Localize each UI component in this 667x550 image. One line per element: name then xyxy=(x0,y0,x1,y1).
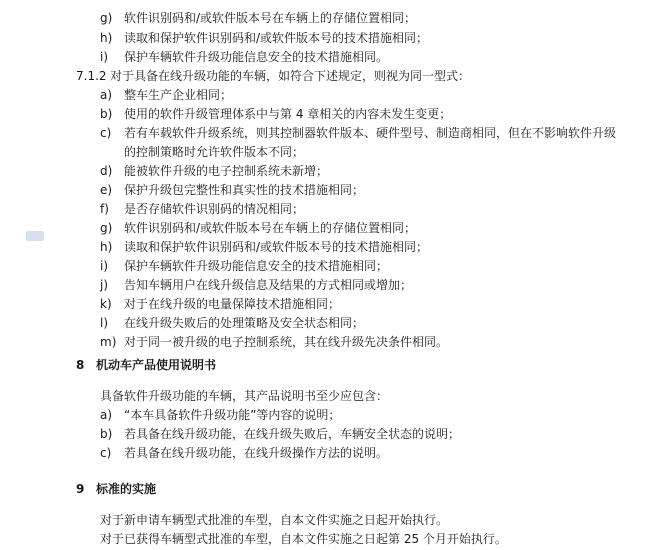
item-text: 保护车辆软件升级功能信息安全的技术措施相同； xyxy=(124,259,389,273)
clause-text: 对于具备在线升级功能的车辆，如符合下述规定，则视为同一型式： xyxy=(110,69,471,83)
section-title: 标准的实施 xyxy=(96,482,157,496)
clause-number: 7.1.2 xyxy=(76,69,107,83)
paragraph-text: 对于新申请车辆型式批准的车型，自本文件实施之日起开始执行。 xyxy=(100,513,449,527)
item-label: j) xyxy=(100,278,109,292)
item-text: 告知车辆用户在线升级信息及结果的方式相同或增加； xyxy=(124,278,413,292)
item-text: 若具备在线升级功能，在线升级操作方法的说明。 xyxy=(124,446,389,460)
item-text: 软件识别码和/或软件版本号在车辆上的存储位置相同； xyxy=(124,11,417,25)
paragraph-text: 对于已获得车辆型式批准的车型，自本文件实施之日起第 25 个月开始执行。 xyxy=(100,532,507,546)
item-text: 读取和保护软件识别码和/或软件版本号的技术措施相同； xyxy=(124,31,429,45)
item-label: b) xyxy=(100,107,113,121)
item-label: i) xyxy=(100,50,109,64)
item-text: 对于同一被升级的电子控制系统，其在线升级先决条件相同。 xyxy=(124,335,449,349)
item-label: c) xyxy=(100,126,112,140)
item-text: 保护车辆软件升级功能信息安全的技术措施相同。 xyxy=(124,50,389,64)
item-label: h) xyxy=(100,240,113,254)
section-title: 机动车产品使用说明书 xyxy=(96,358,217,372)
item-label: g) xyxy=(100,221,113,235)
item-label: k) xyxy=(100,297,112,311)
item-label: b) xyxy=(100,427,113,441)
paragraph xyxy=(100,512,448,528)
item-label: f) xyxy=(100,202,109,216)
section-number: 9 xyxy=(76,482,85,496)
item-label: c) xyxy=(100,446,112,460)
item-label: l) xyxy=(100,316,109,330)
item-text: 的控制策略时允许软件版本不同； xyxy=(124,145,305,159)
section-intro: 具备软件升级功能的车辆，其产品说明书至少应包含： xyxy=(100,389,389,403)
item-text: 对于在线升级的电量保障技术措施相同； xyxy=(124,297,341,311)
item-label: i) xyxy=(100,259,109,273)
item-label: e) xyxy=(100,183,113,197)
item-text: 若有车载软件升级系统，则其控制器软件版本、硬件型号、制造商相同，但在不影响软件升级 xyxy=(124,126,617,140)
item-text: 保护升级包完整性和真实性的技术措施相同； xyxy=(124,183,365,197)
item-text: “本车具备软件升级功能”等内容的说明； xyxy=(124,408,341,422)
item-text: 使用的软件升级管理体系中与第 4 章相关的内容未发生变更； xyxy=(124,107,452,121)
paragraph xyxy=(100,531,507,547)
item-label: g) xyxy=(100,11,113,25)
item-text: 是否存储软件识别码的情况相同； xyxy=(124,202,305,216)
item-text: 在线升级失败后的处理策略及安全状态相同； xyxy=(124,316,365,330)
item-text: 整车生产企业相同； xyxy=(124,88,233,102)
item-text: 软件识别码和/或软件版本号在车辆上的存储位置相同； xyxy=(124,221,417,235)
item-label: d) xyxy=(100,164,113,178)
item-label: a) xyxy=(100,408,113,422)
paragraph xyxy=(100,388,388,404)
item-label: m) xyxy=(100,335,117,349)
item-label: h) xyxy=(100,31,113,45)
item-text: 读取和保护软件识别码和/或软件版本号的技术措施相同； xyxy=(124,240,429,254)
item-text: 能被软件升级的电子控制系统未新增； xyxy=(124,164,329,178)
section-number: 8 xyxy=(76,358,85,372)
item-text: 若具备在线升级功能，在线升级失败后，车辆安全状态的说明； xyxy=(124,427,461,441)
left-margin-mark xyxy=(26,231,44,241)
item-label: a) xyxy=(100,88,113,102)
